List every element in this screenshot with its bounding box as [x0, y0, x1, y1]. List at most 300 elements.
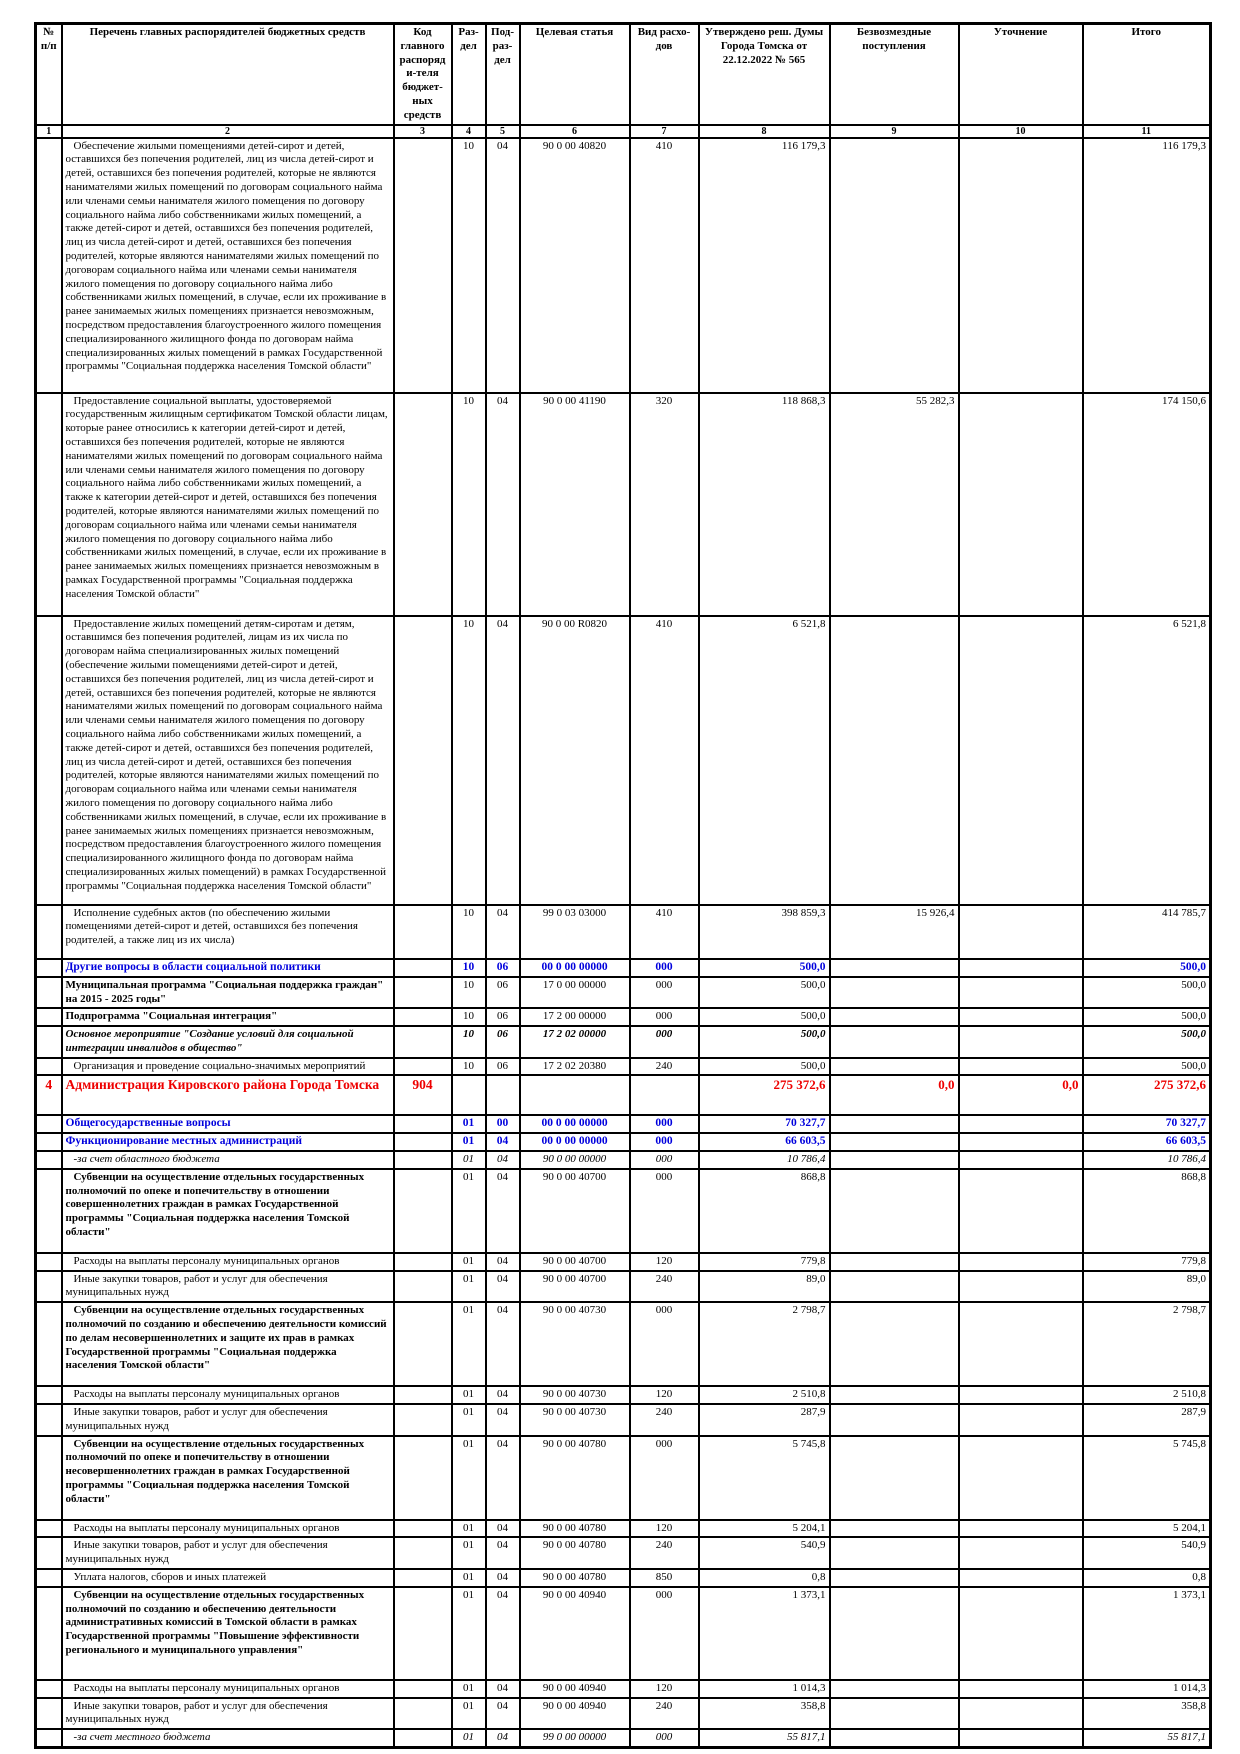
- cell-podrazdel: 04: [486, 1302, 520, 1386]
- cell-name: Муниципальная программа "Социальная поддержка граждан" на 2015 - 2025 годы": [62, 977, 394, 1009]
- cell-grbs-code: [394, 138, 452, 393]
- cell-row-number: [36, 1680, 62, 1698]
- cell-name: Расходы на выплаты персоналу муниципальных органов: [62, 1253, 394, 1271]
- cell-target-article: 90 0 00 40780: [520, 1537, 630, 1569]
- cell-gratuitous-amount: [830, 1271, 959, 1303]
- column-header: Итого: [1083, 24, 1211, 125]
- table-row: [36, 1569, 1211, 1587]
- column-number: 9: [830, 125, 959, 138]
- cell-gratuitous-amount: [830, 1133, 959, 1151]
- cell-approved-amount: 5 204,1: [699, 1520, 830, 1538]
- column-header: Вид расхо-дов: [630, 24, 699, 125]
- cell-expense-type: 000: [630, 959, 699, 977]
- cell-grbs-code: 904: [394, 1075, 452, 1115]
- cell-podrazdel: 06: [486, 959, 520, 977]
- cell-name: Предоставление жилых помещений детям-сиротам и детям, оставшимся без попечения родителей, лицам из их числа по договорам найма специализированных жилых помещений (обеспечение жилыми помещениями детей-сирот и детей, оставшихся без попечения родителей, лиц из числа детей-сирот и детей, оставшихся без попечения родителей, которые не являются нанимателями жилых помещений по договорам социального найма или членами семьи нанимателя жилого помещения по договору социального найма либо собственниками жилых помещений, а также детей-сирот и детей, оставшихся без попечения родителей, лиц из числа детей-сирот и детей, оставшихся без попечения родителей, которые являются нанимателями жилых помещений по договорам социального найма или членами семьи нанимателя жилого помещения по договору социального найма либо собственниками жилых помещений, в случае, если их проживание в ранее занимаемых жилых помещениях признается невозможным, посредством предоставления благоустроенного жилого помещения специализированного жилищного фонда по договорам найма специализированных жилых помещений) в рамках Государственной программы "Социальная поддержка населения Томской области": [62, 616, 394, 905]
- cell-row-number: [36, 1169, 62, 1253]
- cell-razdel: 01: [452, 1386, 486, 1404]
- cell-razdel: 01: [452, 1115, 486, 1133]
- cell-razdel: 10: [452, 1008, 486, 1026]
- cell-gratuitous-amount: [830, 1008, 959, 1026]
- cell-approved-amount: 5 745,8: [699, 1436, 830, 1520]
- cell-gratuitous-amount: [830, 1026, 959, 1058]
- cell-podrazdel: 06: [486, 1058, 520, 1076]
- cell-expense-type: 240: [630, 1537, 699, 1569]
- cell-target-article: 90 0 00 40940: [520, 1680, 630, 1698]
- cell-name: -за счет областного бюджета: [62, 1151, 394, 1169]
- cell-expense-type: 410: [630, 616, 699, 905]
- cell-name: Субвенции на осуществление отдельных государственных полномочий по созданию и обеспечению деятельности административных комиссий в Томской области в рамках Государственной программы "Повышение эффективности регионального и муниципального управления": [62, 1587, 394, 1680]
- cell-name: Субвенции на осуществление отдельных государственных полномочий по опеке и попечительству в отношении совершеннолетних граждан в рамках Государственной программы "Социальная поддержка населения Томской области": [62, 1169, 394, 1253]
- cell-total-amount: 1 014,3: [1083, 1680, 1211, 1698]
- cell-row-number: [36, 1729, 62, 1747]
- cell-target-article: 90 0 00 40940: [520, 1587, 630, 1680]
- cell-gratuitous-amount: [830, 959, 959, 977]
- cell-target-article: 90 0 00 00000: [520, 1151, 630, 1169]
- cell-razdel: [452, 1075, 486, 1115]
- cell-row-number: [36, 1587, 62, 1680]
- cell-gratuitous-amount: [830, 1698, 959, 1730]
- cell-target-article: [520, 1075, 630, 1115]
- cell-grbs-code: [394, 905, 452, 959]
- cell-total-amount: 779,8: [1083, 1253, 1211, 1271]
- column-header: Перечень главных распорядителей бюджетных средств: [62, 24, 394, 125]
- table-row: [36, 1008, 1211, 1026]
- cell-name: Обеспечение жилыми помещениями детей-сирот и детей, оставшихся без попечения родителей, лиц из числа детей-сирот и детей, оставшихся без попечения родителей, которые не являются нанимателями жилых помещений по договорам социального найма или членами семьи нанимателя жилого помещения по договору социального найма либо собственниками жилых помещений, а также детей-сирот и детей, оставшихся без попечения родителей, лиц из числа детей-сирот и детей, оставшихся без попечения родителей, которые являются нанимателями жилых помещений по договорам социального найма или членами семьи нанимателя жилого помещения по договору социального найма либо собственниками жилых помещений, в случае, если их проживание в ранее занимаемых жилых помещениях признается невозможным, посредством предоставления благоустроенного жилого помещения специализированного жилищного фонда по договорам найма специализированных жилых помещений в рамках Государственной программы "Социальная поддержка населения Томской области": [62, 138, 394, 393]
- cell-approved-amount: 2 510,8: [699, 1386, 830, 1404]
- cell-target-article: 90 0 00 40780: [520, 1436, 630, 1520]
- cell-total-amount: 10 786,4: [1083, 1151, 1211, 1169]
- cell-approved-amount: 275 372,6: [699, 1075, 830, 1115]
- cell-approved-amount: 66 603,5: [699, 1133, 830, 1151]
- cell-gratuitous-amount: [830, 1680, 959, 1698]
- cell-adjustment-amount: [959, 1698, 1083, 1730]
- cell-gratuitous-amount: [830, 1151, 959, 1169]
- cell-adjustment-amount: [959, 393, 1083, 616]
- cell-target-article: 90 0 00 40730: [520, 1386, 630, 1404]
- cell-gratuitous-amount: [830, 1404, 959, 1436]
- cell-target-article: 90 0 00 41190: [520, 393, 630, 616]
- cell-podrazdel: 04: [486, 1133, 520, 1151]
- cell-row-number: [36, 1133, 62, 1151]
- cell-adjustment-amount: [959, 1302, 1083, 1386]
- cell-grbs-code: [394, 616, 452, 905]
- table-row: [36, 1026, 1211, 1058]
- table-row: [36, 1436, 1211, 1520]
- cell-razdel: 01: [452, 1680, 486, 1698]
- cell-name: Субвенции на осуществление отдельных государственных полномочий по опеке и попечительству в отношении несовершеннолетних граждан в рамках Государственной программы "Социальная поддержка населения Томской области": [62, 1436, 394, 1520]
- table-row: [36, 1151, 1211, 1169]
- cell-adjustment-amount: [959, 1520, 1083, 1538]
- table-row: [36, 1680, 1211, 1698]
- cell-podrazdel: 04: [486, 905, 520, 959]
- cell-adjustment-amount: [959, 1386, 1083, 1404]
- table-row: [36, 1271, 1211, 1303]
- table-row: [36, 1115, 1211, 1133]
- cell-name: Иные закупки товаров, работ и услуг для обеспечения муниципальных нужд: [62, 1698, 394, 1730]
- column-number: 1: [36, 125, 62, 138]
- cell-total-amount: 116 179,3: [1083, 138, 1211, 393]
- cell-approved-amount: 70 327,7: [699, 1115, 830, 1133]
- cell-target-article: 90 0 00 40780: [520, 1569, 630, 1587]
- cell-name: Уплата налогов, сборов и иных платежей: [62, 1569, 394, 1587]
- cell-name: Иные закупки товаров, работ и услуг для обеспечения муниципальных нужд: [62, 1537, 394, 1569]
- cell-row-number: [36, 1386, 62, 1404]
- column-number: 4: [452, 125, 486, 138]
- table-row: [36, 1386, 1211, 1404]
- cell-gratuitous-amount: [830, 138, 959, 393]
- cell-adjustment-amount: [959, 1569, 1083, 1587]
- cell-approved-amount: 779,8: [699, 1253, 830, 1271]
- cell-approved-amount: 1 014,3: [699, 1680, 830, 1698]
- cell-row-number: [36, 1520, 62, 1538]
- cell-total-amount: 868,8: [1083, 1169, 1211, 1253]
- cell-grbs-code: [394, 1386, 452, 1404]
- cell-adjustment-amount: [959, 1253, 1083, 1271]
- cell-row-number: [36, 1253, 62, 1271]
- cell-target-article: 90 0 00 R0820: [520, 616, 630, 905]
- cell-approved-amount: 2 798,7: [699, 1302, 830, 1386]
- cell-gratuitous-amount: [830, 1058, 959, 1076]
- cell-gratuitous-amount: [830, 1729, 959, 1747]
- cell-adjustment-amount: [959, 1058, 1083, 1076]
- table-row: [36, 1729, 1211, 1747]
- cell-expense-type: 000: [630, 1587, 699, 1680]
- cell-name: Администрация Кировского района Города Томска: [62, 1075, 394, 1115]
- table-header: [36, 24, 1211, 138]
- cell-podrazdel: 04: [486, 1698, 520, 1730]
- cell-expense-type: 240: [630, 1404, 699, 1436]
- cell-name: Расходы на выплаты персоналу муниципальных органов: [62, 1520, 394, 1538]
- cell-approved-amount: 89,0: [699, 1271, 830, 1303]
- cell-row-number: [36, 977, 62, 1009]
- cell-podrazdel: 06: [486, 1026, 520, 1058]
- cell-gratuitous-amount: [830, 1537, 959, 1569]
- cell-expense-type: [630, 1075, 699, 1115]
- table-row: [36, 616, 1211, 905]
- cell-grbs-code: [394, 1680, 452, 1698]
- cell-target-article: 17 2 00 00000: [520, 1008, 630, 1026]
- cell-gratuitous-amount: [830, 1115, 959, 1133]
- cell-approved-amount: 0,8: [699, 1569, 830, 1587]
- cell-razdel: 10: [452, 905, 486, 959]
- column-header: Уточнение: [959, 24, 1083, 125]
- cell-name: Исполнение судебных актов (по обеспечению жилыми помещениями детей-сирот и детей, оставшихся без попечения родителей, а также лиц из их числа): [62, 905, 394, 959]
- cell-total-amount: 500,0: [1083, 1058, 1211, 1076]
- table-row: [36, 1058, 1211, 1076]
- cell-razdel: 01: [452, 1404, 486, 1436]
- table-row: [36, 959, 1211, 977]
- cell-adjustment-amount: [959, 1537, 1083, 1569]
- column-number: 8: [699, 125, 830, 138]
- table-row: [36, 393, 1211, 616]
- cell-approved-amount: 287,9: [699, 1404, 830, 1436]
- cell-gratuitous-amount: 15 926,4: [830, 905, 959, 959]
- cell-target-article: 90 0 00 40700: [520, 1271, 630, 1303]
- cell-podrazdel: 04: [486, 1253, 520, 1271]
- cell-podrazdel: 04: [486, 1569, 520, 1587]
- column-header: Безвозмездные поступления: [830, 24, 959, 125]
- cell-approved-amount: 540,9: [699, 1537, 830, 1569]
- cell-gratuitous-amount: [830, 1386, 959, 1404]
- cell-expense-type: 240: [630, 1698, 699, 1730]
- table-row: [36, 1075, 1211, 1115]
- cell-grbs-code: [394, 1253, 452, 1271]
- cell-razdel: 01: [452, 1729, 486, 1747]
- cell-expense-type: 850: [630, 1569, 699, 1587]
- cell-razdel: 01: [452, 1436, 486, 1520]
- cell-expense-type: 000: [630, 1133, 699, 1151]
- cell-target-article: 90 0 00 40780: [520, 1520, 630, 1538]
- cell-row-number: [36, 138, 62, 393]
- cell-podrazdel: 04: [486, 393, 520, 616]
- cell-total-amount: 66 603,5: [1083, 1133, 1211, 1151]
- cell-expense-type: 000: [630, 1008, 699, 1026]
- cell-grbs-code: [394, 1115, 452, 1133]
- cell-adjustment-amount: [959, 1404, 1083, 1436]
- table-row: [36, 1404, 1211, 1436]
- cell-target-article: 17 2 02 00000: [520, 1026, 630, 1058]
- cell-expense-type: 120: [630, 1680, 699, 1698]
- cell-podrazdel: 04: [486, 138, 520, 393]
- cell-razdel: 01: [452, 1271, 486, 1303]
- cell-grbs-code: [394, 1151, 452, 1169]
- cell-adjustment-amount: [959, 1729, 1083, 1747]
- table-row: [36, 1537, 1211, 1569]
- table-row: [36, 1587, 1211, 1680]
- cell-total-amount: 2 510,8: [1083, 1386, 1211, 1404]
- cell-gratuitous-amount: 55 282,3: [830, 393, 959, 616]
- cell-name: Организация и проведение социально-значимых мероприятий: [62, 1058, 394, 1076]
- cell-grbs-code: [394, 959, 452, 977]
- column-header: Раз-дел: [452, 24, 486, 125]
- cell-gratuitous-amount: [830, 977, 959, 1009]
- cell-adjustment-amount: [959, 1680, 1083, 1698]
- cell-approved-amount: 118 868,3: [699, 393, 830, 616]
- cell-name: Иные закупки товаров, работ и услуг для обеспечения муниципальных нужд: [62, 1271, 394, 1303]
- cell-expense-type: 410: [630, 138, 699, 393]
- cell-adjustment-amount: [959, 1169, 1083, 1253]
- cell-adjustment-amount: 0,0: [959, 1075, 1083, 1115]
- cell-expense-type: 000: [630, 1169, 699, 1253]
- cell-adjustment-amount: [959, 138, 1083, 393]
- cell-name: Функционирование местных администраций: [62, 1133, 394, 1151]
- cell-name: Общегосударственные вопросы: [62, 1115, 394, 1133]
- cell-grbs-code: [394, 1404, 452, 1436]
- cell-adjustment-amount: [959, 1008, 1083, 1026]
- cell-target-article: 90 0 00 40700: [520, 1253, 630, 1271]
- cell-row-number: [36, 905, 62, 959]
- cell-total-amount: 540,9: [1083, 1537, 1211, 1569]
- column-number: 5: [486, 125, 520, 138]
- cell-podrazdel: 04: [486, 1520, 520, 1538]
- cell-adjustment-amount: [959, 959, 1083, 977]
- cell-expense-type: 240: [630, 1058, 699, 1076]
- cell-gratuitous-amount: [830, 1253, 959, 1271]
- cell-podrazdel: 00: [486, 1115, 520, 1133]
- cell-adjustment-amount: [959, 1151, 1083, 1169]
- cell-razdel: 01: [452, 1302, 486, 1386]
- cell-target-article: 00 0 00 00000: [520, 1115, 630, 1133]
- cell-target-article: 90 0 00 40940: [520, 1698, 630, 1730]
- cell-grbs-code: [394, 1436, 452, 1520]
- table-row: [36, 138, 1211, 393]
- cell-podrazdel: 06: [486, 1008, 520, 1026]
- table-row: [36, 1169, 1211, 1253]
- column-header: Целевая статья: [520, 24, 630, 125]
- cell-razdel: 01: [452, 1253, 486, 1271]
- cell-row-number: [36, 1569, 62, 1587]
- cell-gratuitous-amount: [830, 1302, 959, 1386]
- header-labels-row: [36, 24, 1211, 125]
- table-row: [36, 1520, 1211, 1538]
- cell-approved-amount: 500,0: [699, 1058, 830, 1076]
- cell-total-amount: 2 798,7: [1083, 1302, 1211, 1386]
- cell-approved-amount: 10 786,4: [699, 1151, 830, 1169]
- cell-total-amount: 358,8: [1083, 1698, 1211, 1730]
- cell-target-article: 90 0 00 40700: [520, 1169, 630, 1253]
- cell-gratuitous-amount: 0,0: [830, 1075, 959, 1115]
- cell-razdel: 10: [452, 616, 486, 905]
- table-row: [36, 1302, 1211, 1386]
- cell-expense-type: 000: [630, 1026, 699, 1058]
- cell-name: Подпрограмма "Социальная интеграция": [62, 1008, 394, 1026]
- cell-target-article: 99 0 00 00000: [520, 1729, 630, 1747]
- cell-podrazdel: 06: [486, 977, 520, 1009]
- cell-name: Предоставление социальной выплаты, удостоверяемой государственным жилищным сертификатом Томской области лицам, которые ранее относились к категории детей-сирот и детей, оставшихся без попечения родителей, которые не являются нанимателями жилых помещений по договорам социального найма или членами семьи нанимателя жилого помещения по договору социального найма либо собственниками жилых помещений, а также к категории детей-сирот и детей, оставшихся без попечения родителей, которые являются нанимателями жилых помещений по договорам социального найма или членами семьи нанимателя жилого помещения по договору социального найма либо собственниками жилых помещений, в случае, если их проживание в ранее занимаемых жилых помещениях признается невозможным в рамках Государственной программы "Социальная поддержка населения Томской области": [62, 393, 394, 616]
- column-number: 3: [394, 125, 452, 138]
- cell-gratuitous-amount: [830, 1169, 959, 1253]
- cell-grbs-code: [394, 1058, 452, 1076]
- cell-expense-type: 240: [630, 1271, 699, 1303]
- cell-row-number: [36, 1151, 62, 1169]
- cell-podrazdel: 04: [486, 1151, 520, 1169]
- cell-expense-type: 410: [630, 905, 699, 959]
- cell-grbs-code: [394, 1520, 452, 1538]
- table-row: [36, 905, 1211, 959]
- cell-total-amount: 174 150,6: [1083, 393, 1211, 616]
- cell-razdel: 10: [452, 959, 486, 977]
- cell-razdel: 01: [452, 1587, 486, 1680]
- cell-target-article: 90 0 00 40820: [520, 138, 630, 393]
- cell-adjustment-amount: [959, 1115, 1083, 1133]
- cell-adjustment-amount: [959, 1026, 1083, 1058]
- cell-row-number: [36, 616, 62, 905]
- cell-razdel: 01: [452, 1569, 486, 1587]
- cell-grbs-code: [394, 1133, 452, 1151]
- cell-row-number: [36, 1026, 62, 1058]
- table-row: [36, 1698, 1211, 1730]
- cell-podrazdel: 04: [486, 1680, 520, 1698]
- column-header: Код главного распоряди-теля бюджет-ных средств: [394, 24, 452, 125]
- cell-total-amount: 287,9: [1083, 1404, 1211, 1436]
- cell-podrazdel: 04: [486, 1537, 520, 1569]
- cell-row-number: [36, 959, 62, 977]
- cell-podrazdel: 04: [486, 1271, 520, 1303]
- cell-razdel: 01: [452, 1169, 486, 1253]
- cell-expense-type: 000: [630, 977, 699, 1009]
- cell-approved-amount: 55 817,1: [699, 1729, 830, 1747]
- cell-approved-amount: 1 373,1: [699, 1587, 830, 1680]
- cell-razdel: 10: [452, 138, 486, 393]
- cell-target-article: 00 0 00 00000: [520, 1133, 630, 1151]
- cell-podrazdel: 04: [486, 1436, 520, 1520]
- cell-row-number: 4: [36, 1075, 62, 1115]
- header-numbers-row: [36, 125, 1211, 138]
- cell-total-amount: 5 204,1: [1083, 1520, 1211, 1538]
- cell-row-number: [36, 1698, 62, 1730]
- cell-name: Субвенции на осуществление отдельных государственных полномочий по созданию и обеспечению деятельности комиссий по делам несовершеннолетних и защите их прав в рамках Государственной программы "Социальная поддержка населения Томской области": [62, 1302, 394, 1386]
- cell-target-article: 00 0 00 00000: [520, 959, 630, 977]
- cell-target-article: 17 0 00 00000: [520, 977, 630, 1009]
- cell-approved-amount: 500,0: [699, 977, 830, 1009]
- cell-grbs-code: [394, 1169, 452, 1253]
- cell-row-number: [36, 393, 62, 616]
- table-row: [36, 1133, 1211, 1151]
- cell-gratuitous-amount: [830, 1569, 959, 1587]
- cell-total-amount: 500,0: [1083, 977, 1211, 1009]
- cell-approved-amount: 868,8: [699, 1169, 830, 1253]
- cell-podrazdel: 04: [486, 1587, 520, 1680]
- cell-name: Другие вопросы в области социальной политики: [62, 959, 394, 977]
- cell-adjustment-amount: [959, 905, 1083, 959]
- cell-adjustment-amount: [959, 1587, 1083, 1680]
- cell-razdel: 01: [452, 1537, 486, 1569]
- cell-podrazdel: 04: [486, 1169, 520, 1253]
- cell-grbs-code: [394, 1698, 452, 1730]
- cell-grbs-code: [394, 1026, 452, 1058]
- column-header: Под-раз-дел: [486, 24, 520, 125]
- cell-expense-type: 320: [630, 393, 699, 616]
- cell-total-amount: 500,0: [1083, 1008, 1211, 1026]
- cell-target-article: 90 0 00 40730: [520, 1404, 630, 1436]
- cell-approved-amount: 398 859,3: [699, 905, 830, 959]
- cell-razdel: 01: [452, 1133, 486, 1151]
- cell-razdel: 01: [452, 1151, 486, 1169]
- cell-adjustment-amount: [959, 977, 1083, 1009]
- cell-row-number: [36, 1404, 62, 1436]
- cell-total-amount: 500,0: [1083, 1026, 1211, 1058]
- column-number: 7: [630, 125, 699, 138]
- cell-expense-type: 000: [630, 1151, 699, 1169]
- cell-adjustment-amount: [959, 1436, 1083, 1520]
- cell-name: Иные закупки товаров, работ и услуг для обеспечения муниципальных нужд: [62, 1404, 394, 1436]
- cell-adjustment-amount: [959, 616, 1083, 905]
- cell-grbs-code: [394, 1569, 452, 1587]
- cell-row-number: [36, 1115, 62, 1133]
- cell-total-amount: 275 372,6: [1083, 1075, 1211, 1115]
- cell-total-amount: 414 785,7: [1083, 905, 1211, 959]
- cell-target-article: 90 0 00 40730: [520, 1302, 630, 1386]
- cell-approved-amount: 500,0: [699, 1026, 830, 1058]
- cell-total-amount: 6 521,8: [1083, 616, 1211, 905]
- cell-podrazdel: [486, 1075, 520, 1115]
- cell-podrazdel: 04: [486, 1386, 520, 1404]
- cell-row-number: [36, 1271, 62, 1303]
- cell-razdel: 01: [452, 1698, 486, 1730]
- budget-table: [34, 22, 1212, 1749]
- cell-expense-type: 120: [630, 1386, 699, 1404]
- cell-expense-type: 120: [630, 1253, 699, 1271]
- cell-grbs-code: [394, 1008, 452, 1026]
- cell-name: Расходы на выплаты персоналу муниципальных органов: [62, 1386, 394, 1404]
- cell-gratuitous-amount: [830, 1587, 959, 1680]
- cell-grbs-code: [394, 1587, 452, 1680]
- cell-expense-type: 000: [630, 1115, 699, 1133]
- cell-total-amount: 5 745,8: [1083, 1436, 1211, 1520]
- cell-grbs-code: [394, 1302, 452, 1386]
- cell-target-article: 17 2 02 20380: [520, 1058, 630, 1076]
